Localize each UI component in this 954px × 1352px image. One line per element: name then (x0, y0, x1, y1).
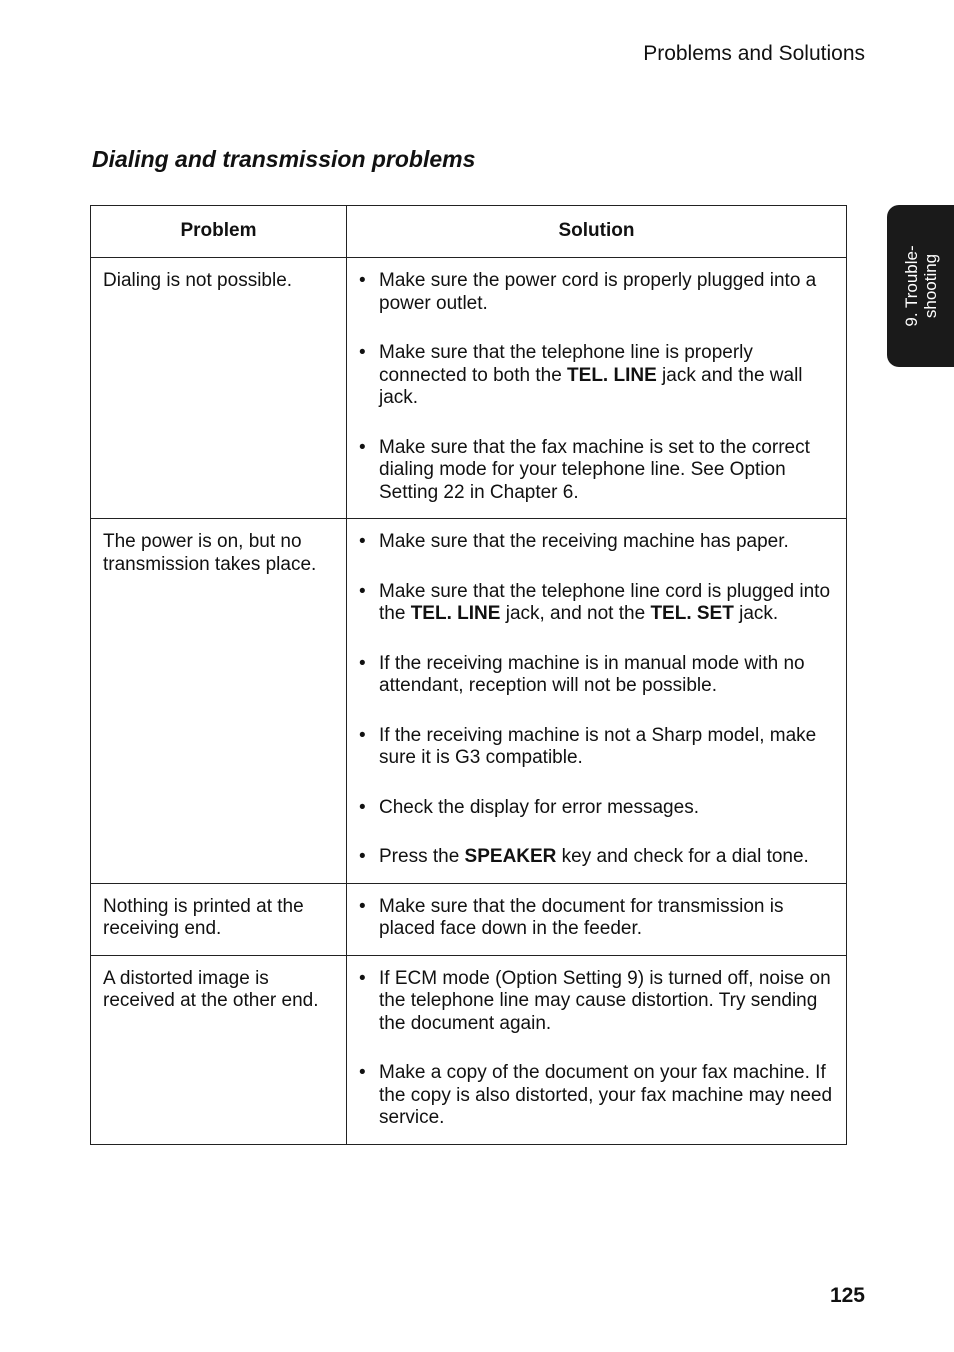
solution-text: If the receiving machine is in manual mode with no attendant, reception will not be possible. (379, 652, 805, 696)
solution-text: Make sure that the telephone line is properly connected to both the (379, 342, 753, 386)
solution-text: Press the (379, 846, 465, 867)
solution-text: If the receiving machine is not a Sharp model, make sure it is G3 compatible. (379, 724, 817, 768)
solution-text: Check the display for error messages. (379, 796, 699, 818)
solution-list (359, 270, 844, 504)
problem-cell: Nothing is printed at the receiving end. (91, 883, 347, 955)
solution-text: If ECM mode (Option Setting 9) is turned off, noise on the telephone line may cause distortion. Try sending the document again. (379, 967, 831, 1034)
solution-item (359, 437, 844, 505)
table-row (91, 519, 847, 884)
solution-text: Make sure that the receiving machine has paper. (379, 531, 789, 552)
solution-text: jack and the wall jack. (379, 364, 803, 408)
solution-list (359, 896, 844, 941)
solution-key-term: TEL. LINE (567, 364, 657, 386)
table-row (91, 883, 847, 955)
solution-key-term: TEL. LINE (410, 603, 501, 624)
solution-key-term: SPEAKER (464, 846, 557, 867)
solution-text: jack. (733, 603, 779, 624)
solution-list (359, 531, 844, 869)
section-title: Dialing and transmission problems (92, 146, 476, 172)
table-body (91, 258, 847, 1145)
solution-column-header: Solution (347, 206, 847, 258)
troubleshooting-table (90, 205, 847, 1145)
problem-cell: Dialing is not possible. (91, 258, 347, 519)
solution-text: Make a copy of the document on your fax machine. If the copy is also distorted, your fax machine may need service. (379, 1062, 833, 1128)
problem-cell: The power is on, but no transmission takes place. (91, 519, 347, 884)
solution-cell (347, 955, 847, 1144)
solution-text: key and check for a dial tone. (556, 846, 809, 867)
solution-item (359, 1062, 844, 1130)
solution-list (359, 968, 844, 1130)
problem-cell: A distorted image is received at the other end. (91, 955, 347, 1144)
solution-item (359, 725, 844, 770)
solution-key-term: TEL. SET (650, 603, 734, 624)
solution-item (359, 270, 844, 315)
running-header: Problems and Solutions (643, 42, 865, 65)
solution-item (359, 531, 844, 554)
solution-item (359, 797, 844, 820)
solution-item (359, 968, 844, 1036)
solution-text: Make sure that the document for transmission is placed face down in the feeder. (379, 895, 784, 939)
page-number: 125 (829, 1284, 865, 1307)
solution-cell (347, 258, 847, 519)
solution-cell (347, 519, 847, 884)
solution-text: Make sure the power cord is properly plugged into a power outlet. (379, 270, 817, 314)
solution-item (359, 581, 844, 626)
solution-text: jack, and not the (500, 603, 651, 624)
chapter-tab (887, 205, 954, 367)
solution-item (359, 653, 844, 698)
solution-text: Make sure that the fax machine is set to the correct dialing mode for your telephone line. See Option Setting 22 in Chapter 6. (379, 436, 810, 503)
problem-column-header: Problem (91, 206, 347, 258)
solution-cell (347, 883, 847, 955)
solution-item (359, 896, 844, 941)
table-row (91, 955, 847, 1144)
table-row (91, 258, 847, 519)
table-header-row (91, 206, 847, 258)
solution-item (359, 342, 844, 410)
solution-item (359, 846, 844, 869)
chapter-tab-label: 9. Trouble- shooting (901, 245, 940, 327)
solution-text: Make sure that the telephone line cord is plugged into the (379, 580, 831, 624)
